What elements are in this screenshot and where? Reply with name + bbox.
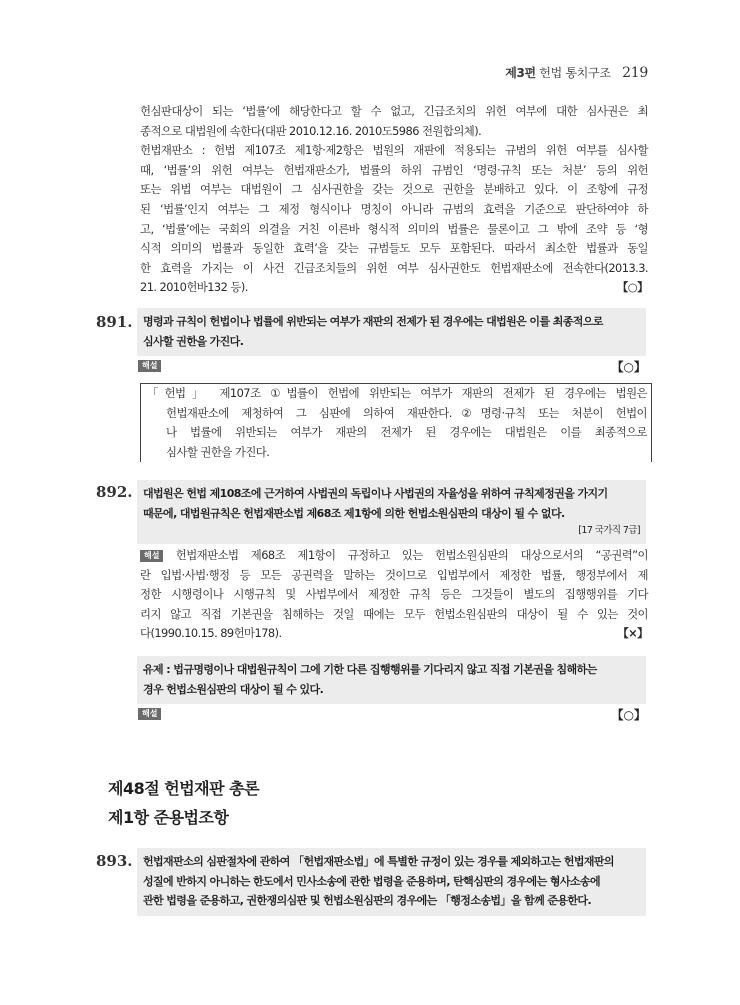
question-line: 대법원은 헌법 제108조에 근거하여 사법권의 독립이나 사법권의 자율성을 위하여 규칙제정권을 가지기: [143, 487, 608, 500]
text-line-content: 헌법재판소법 제68조 제1항이 규정하고 있는 헌법소원심판의 대상으로서의 “공권력”이: [175, 548, 648, 562]
answer-mark: 【○】: [611, 708, 646, 722]
text-line-content: 21. 2010헌바132 등).: [140, 280, 248, 295]
text-line: 때, ‘법률’의 위헌 여부는 헌법재판소가, 법률의 하위 규범인 ‘명령·규칙 또는 처분’ 등의 위헌: [140, 162, 648, 177]
question-line: 성질에 반하지 아니하는 한도에서 민사소송에 관한 법령을 준용하며, 탄핵심판의 경우에는 형사소송에: [143, 874, 600, 888]
text-line: 란 입법·사법·행정 등 모든 공권력을 말하는 것이므로 입법부에서 제정한 법률, 행정부에서 제: [140, 567, 648, 582]
text-line: 헌법재판소 : 헌법 제107조 제1항·제2항은 법원의 재판에 적용되는 규범의 위헌 여부를 심사할: [140, 143, 648, 158]
question-number: 892.: [96, 483, 133, 501]
reference-line: 심사할 권한을 가진다.: [166, 444, 270, 459]
text-line: 식적 의미의 법률과 동일한 효력’을 갖는 규범들도 모두 포함된다. 따라서 최소한 법률과 동일: [140, 241, 648, 256]
answer-row: [138, 706, 646, 722]
answer-mark: 【○】: [611, 360, 646, 374]
text-line: 헌심판대상이 되는 ‘법률’에 해당한다고 할 수 없고, 긴급조치의 위헌 여부에 대한 심사권은 최: [140, 104, 648, 118]
question-number: 891.: [96, 313, 133, 331]
header-title: 헌법 통치구조: [539, 66, 611, 80]
text-line: [140, 546, 648, 566]
answer-mark: 【○】: [616, 280, 648, 295]
text-line: 정한 시행령이나 시행규칙 및 사법부에서 제정한 규칙 등은 그것들이 별도의 집행행위를 기다: [140, 587, 648, 602]
header-part: 제3편: [505, 66, 536, 80]
question-box: [137, 308, 646, 356]
text-line: 또는 위법 여부는 대법원이 그 심사권한을 갖는 것으로 권한을 분배하고 있다. 이 조항에 규정: [140, 182, 648, 197]
explanation-badge: 해설: [140, 550, 163, 562]
intro-paragraph: [140, 102, 648, 298]
variant-box: [137, 656, 646, 704]
text-line-content: 다(1990.10.15. 89헌마178).: [140, 626, 282, 641]
text-line: 된 ‘법률’인지 여부는 그 제정 형식이나 명칭이 아니라 규범의 효력을 기준으로 판단하여야 하: [140, 201, 648, 216]
explanation-badge: 해설: [138, 360, 161, 372]
explanation-badge: 해설: [138, 708, 161, 720]
answer-row: [138, 358, 646, 374]
page-number: 219: [622, 65, 648, 81]
question-number: 893.: [96, 852, 133, 870]
subsection-title: 제1항 준용법조항: [108, 808, 229, 827]
question-line: 때문에, 대법원규칙은 헌법재판소법 제68조 제1항에 의한 헌법소원심판의 대상이 될 수 없다.: [143, 506, 565, 520]
question-line: 관한 법령을 준용하고, 권한쟁의심판 및 헌법소원심판의 경우에는 「행정소송법」을 함께 준용한다.: [143, 894, 592, 907]
text-line: 고, ‘법률’에는 국회의 의결을 거친 이른바 형식적 의미의 법률은 물론이고 그 밖에 조약 등 ‘형: [140, 221, 648, 236]
question-box: [137, 480, 646, 544]
text-line: [140, 278, 648, 298]
question-line: 명령과 규칙이 헌법이나 법률에 위반되는 여부가 재판의 전제가 된 경우에는 대법원은 이를 최종적으로: [143, 315, 603, 328]
text-line: [140, 624, 648, 644]
reference-line: 「헌법」 제107조 ①법률이 헌법에 위반되는 여부가 재판의 전제가 된 경우에는 법원은: [147, 386, 647, 400]
reference-line: 나 법률에 위반되는 여부가 재판의 전제가 된 경우에는 대법원은 이를 최종적으로: [166, 425, 647, 439]
variant-line: 유제 : 법규명령이나 대법원규칙이 그에 기한 다른 집행행위를 기다리지 않고 직접 기본권을 침해하는: [143, 663, 597, 676]
question-line: 심사할 권한을 가진다.: [143, 334, 244, 348]
page-header: [505, 64, 648, 81]
question-box: [137, 848, 646, 916]
reference-line: 헌법재판소에 제청하여 그 심판에 의하여 재판한다.②명령·규칙 또는 처분이 헌법이: [166, 405, 647, 420]
explanation-paragraph: [140, 546, 648, 644]
question-line: 헌법재판소의 심판절차에 관하여 「헌법재판소법」에 특별한 규정이 있는 경우를 제외하고는 헌법재판의: [143, 855, 614, 868]
text-line: 한 효력을 가지는 이 사건 긴급조치들의 위헌 여부 심사권한도 헌법재판소에 전속한다(2013.3.: [140, 260, 648, 275]
question-source: [17 국가직 7급]: [578, 525, 640, 536]
text-line: 리지 않고 직접 기본권을 침해하는 것일 때에는 모두 헌법소원심판의 대상이 될 수 있는 것이: [140, 606, 648, 621]
section-title: 제48절 헌법재판 총론: [108, 779, 260, 798]
answer-mark: 【×】: [617, 626, 648, 641]
reference-box: [140, 383, 652, 462]
text-line: 종적으로 대법원에 속한다(대판 2010.12.16. 2010도5986 전원합의체).: [140, 123, 482, 138]
variant-line: 경우 헌법소원심판의 대상이 될 수 있다.: [143, 682, 324, 696]
